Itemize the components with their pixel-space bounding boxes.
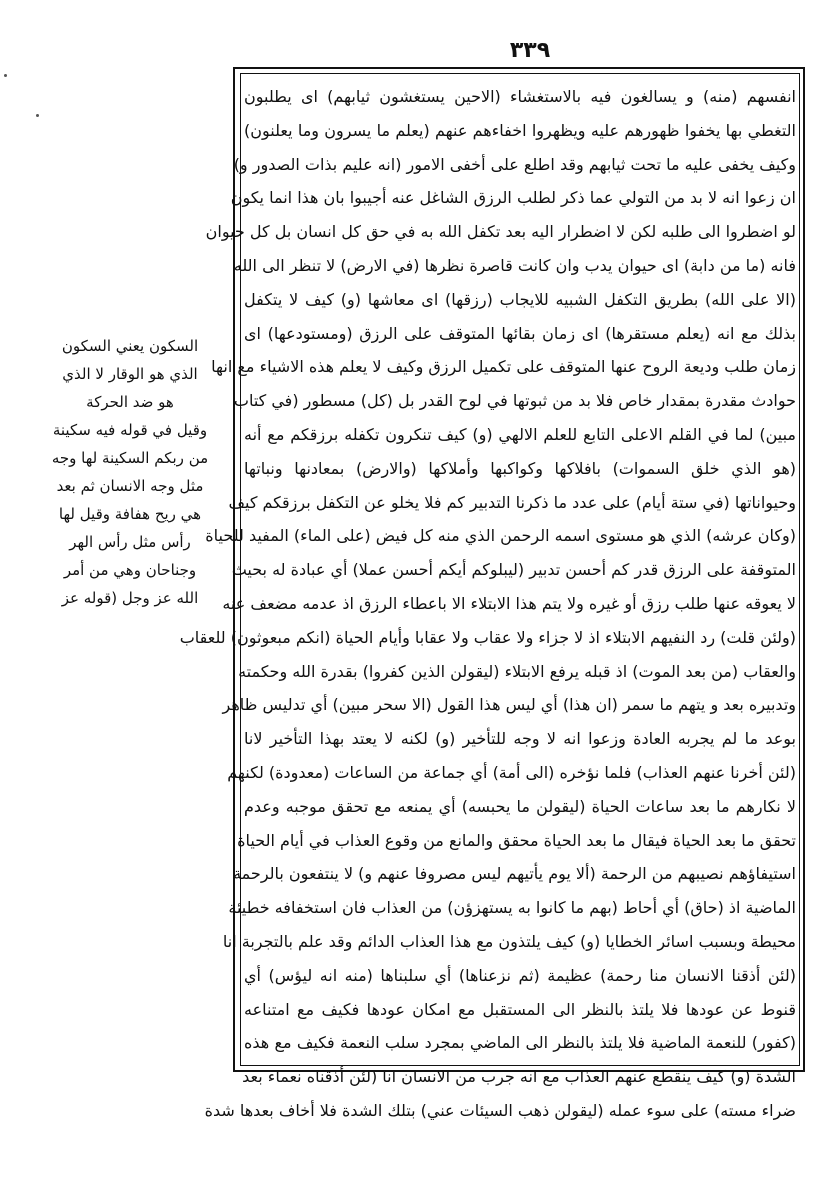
text-line: استيفاؤهم نصيبهم من الرحمة (ألا يوم يأتيهم ليس مصروفا عنهم و) لا ينتفعون بالرحمة xyxy=(233,864,796,884)
text-line: وتدبيره بعد و يتهم ما سمر (ان هذا) أي ليس هذا القول (الا سحر مبين) أي تدليس ظاهر xyxy=(222,695,796,715)
text-line: (ولئن قلت) رد النفيهم الابتلاء اذ لا جزاء ولا عقاب ولا عقابا وأيام الحياة (انكم مبعوثون) للعقاب xyxy=(179,627,796,647)
page-number: ٣٣٩ xyxy=(509,38,551,63)
text-line: قنوط عن عودها فلا يلتذ بالنظر الى المستقبل مع امكان عودها فكيف مع امتناعه xyxy=(244,999,796,1019)
text-line: لا يعوقه عنها طلب رزق أو غيره ولا يتم هذا الابتلاء الا باعطاء الرزق اذ عدمه مضعف عنه xyxy=(222,593,796,613)
text-line: (لئن أذقنا الانسان منا رحمة) عظيمة (ثم نزعناها) أي سلبناها (منه انه ليؤس) أي xyxy=(244,965,796,985)
text-line: ضراء مسته) على سوء عمله (ليقولن ذهب السيئات عني) بتلك الشدة فلا أخاف بعدها شدة xyxy=(204,1100,796,1120)
text-line: الماضية اذ (حاق) أي أحاط (بهم ما كانوا به يستهزؤن) من العذاب فان استخفافه خطيئة xyxy=(228,898,796,918)
text-line: المتوقفة على الرزق قدر كم أحسن تدبير (ليبلوكم أيكم أحسن عملا) أي عبادة له بحيث xyxy=(231,560,796,580)
scan-speck xyxy=(4,74,7,77)
margin-note xyxy=(40,332,220,612)
margin-note-line: رأس مثل رأس الهر xyxy=(69,533,191,551)
text-line: التغطي بها يخفوا ظهورهم عليه ويظهروا اخفاءهم عنهم (يعلم ما يسرون وما يعلنون) xyxy=(244,120,796,140)
margin-note-line: وجناحان وهي من أمر xyxy=(63,561,197,579)
text-line: مبين) لما في القلم الاعلى التابع للعلم الالهي (و) كيف تنكرون تكفله برزقكم مع أنه xyxy=(244,424,796,444)
text-line: وحيواناتها (في ستة أيام) على عدد ما ذكرنا التدبير كم فلا يخلو عن التكفل برزقكم كيف xyxy=(228,492,796,512)
text-line: (لئن أخرنا عنهم العذاب) فلما نؤخره (الى أمة) أي جماعة من الساعات (معدودة) لكنهم xyxy=(227,762,796,782)
text-line: حوادث مقدرة بمقدار خاص فلا بد من ثبوتها في لوح القدر بل (كل) مسطور (في كتاب xyxy=(233,391,796,411)
main-text-block xyxy=(179,80,796,1120)
text-line: ان زعوا انه لا بد من التولي عما ذكر لطلب الرزق الشاغل عنه أجيبوا بان هذا انما يكون xyxy=(230,188,796,208)
margin-note-line: الذي هو الوقار لا الذي xyxy=(62,365,198,383)
margin-note-line: مثل وجه الانسان ثم بعد xyxy=(56,477,204,495)
text-line: لو اضطروا الى طلبه لكن لا اضطرار اليه بعد تكفل الله به في حق كل انسان بل كل حيوان xyxy=(205,222,796,242)
text-line: زمان طلب وديعة الروح عنها المتوقف على تكميل الرزق وكيف لا يعلم هذه الاشياء مع انها xyxy=(211,357,796,377)
text-line: والعقاب (من بعد الموت) اذ قبله يرفع الابتلاء (ليقولن الذين كفروا) بقدرة الله وحكمته xyxy=(238,661,796,681)
text-line: الشدة (و) كيف ينقطع عنهم العذاب مع انه جرب من الانسان انا (لئن أذقناه نعماء بعد xyxy=(242,1067,796,1087)
text-line: فانه (ما من دابة) اى حيوان يدب وان كانت قاصرة نظرها (في الارض) لا تنظر الى الله xyxy=(233,255,796,275)
text-line: محيطة وبسبب اسائر الخطايا (و) كيف يلتذون مع هذا العذاب الدائم وقد علم بالتجربة انا xyxy=(222,931,796,951)
text-line: (كفور) للنعمة الماضية فلا يلتذ بالنظر الى الماضي بمجرد سلب النعمة فكيف مع هذه xyxy=(244,1033,796,1053)
margin-note-line: السكون يعني السكون xyxy=(61,337,199,355)
text-line: لا نكارهم ما بعد ساعات الحياة (ليقولن ما يحبسه) أي يمنعه مع تحقق موجبه وعدم xyxy=(244,796,796,816)
margin-note-line: الله عز وجل (قوله عز xyxy=(61,589,199,607)
scan-speck xyxy=(36,114,39,117)
text-line: (وكان عرشه) الذي هو مستوى اسمه الرحمن الذي منه كل فيض (على الماء) المفيد للحياة xyxy=(205,526,796,546)
text-line: وكيف يخفى عليه ما تحت ثيابهم وقد اطلع على أخفى الامور (انه عليم بذات الصدور و) xyxy=(233,154,796,174)
text-line: بوعد ما لم يجربه العادة وزعوا انه لا وجه للتأخير (و) لكنه لا يعتد بهذا التأخير لانا xyxy=(244,729,796,749)
margin-note-line: وقيل في قوله فيه سكينة xyxy=(52,421,208,439)
margin-note-line: هي ريح هفافة وقيل لها xyxy=(58,505,202,523)
text-line: بذلك مع انه (يعلم مستقرها) اى زمان بقائها المتوقف على الرزق (ومستودعها) اى xyxy=(244,323,796,343)
margin-note-line: هو ضد الحركة xyxy=(86,393,174,411)
margin-note-line: من ربكم السكينة لها وجه xyxy=(51,449,209,467)
text-line: (هو الذي خلق السموات) بافلاكها وكواكبها وأملاكها (والارض) بمعادنها ونباتها xyxy=(244,458,796,478)
text-line: (الا على الله) بطريق التكفل الشبيه للايجاب (رزقها) اى معاشها (و) كيف لا يتكفل xyxy=(244,289,796,309)
text-line: تحقق ما بعد الحياة فيقال ما بعد الحياة محقق والمانع من وقوع العذاب في أيام الحياة xyxy=(237,830,796,850)
text-line: انفسهم (منه) و يسالغون فيه بالاستغشاء (الاحين يستغشون ثيابهم) اى يطلبون xyxy=(244,87,796,106)
